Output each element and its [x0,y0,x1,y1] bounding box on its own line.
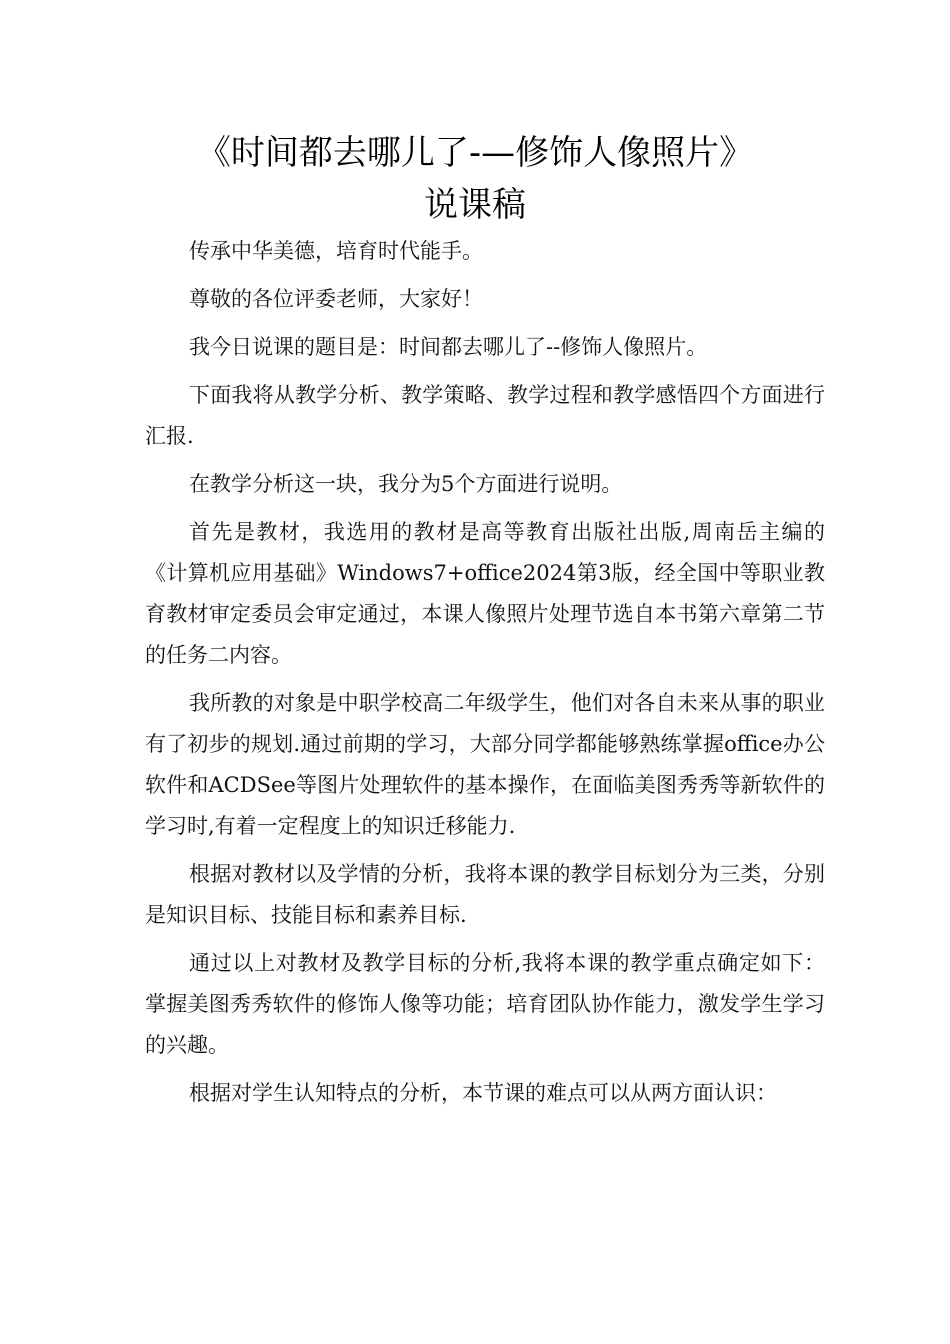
document-body [145,231,825,1121]
paragraph: 通过以上对教材及教学目标的分析,我将本课的教学重点确定如下：掌握美图秀秀软件的修饰人像等功能；培育团队协作能力，激发学生学习的兴趣。 [145,951,825,1057]
document-subtitle: 说课稿 [424,185,526,225]
paragraph: 根据对学生认知特点的分析，本节课的难点可以从两方面认识： [189,1081,777,1105]
document-title: 《时间都去哪儿了-—修饰人像照片》 [196,133,754,173]
paragraph: 首先是教材，我选用的教材是高等教育出版社出版,周南岳主编的《计算机应用基础》Windows7+office2024第3版，经全国中等职业教育教材审定委员会审定通过，本课人像照片处理节选自本书第六章第二节的任务二内容。 [145,520,825,667]
paragraph: 传承中华美德，培育时代能手。 [189,239,483,263]
paragraph: 下面我将从教学分析、教学策略、教学过程和教学感悟四个方面进行汇报. [145,383,825,448]
paragraph: 在教学分析这一块，我分为5个方面进行说明。 [189,472,623,496]
paragraph: 我所教的对象是中职学校高二年级学生，他们对各自未来从事的职业有了初步的规划.通过前期的学习，大部分同学都能够熟练掌握office办公软件和ACDSee等图片处理软件的基本操作，在面临美图秀秀等新软件的学习时,有着一定程度上的知识迁移能力. [145,691,825,838]
paragraph: 根据对教材以及学情的分析，我将本课的教学目标划分为三类，分别是知识目标、技能目标和素养目标. [145,862,825,927]
paragraph: 我今日说课的题目是：时间都去哪儿了--修饰人像照片。 [189,335,708,359]
paragraph: 尊敬的各位评委老师，大家好！ [189,287,483,311]
